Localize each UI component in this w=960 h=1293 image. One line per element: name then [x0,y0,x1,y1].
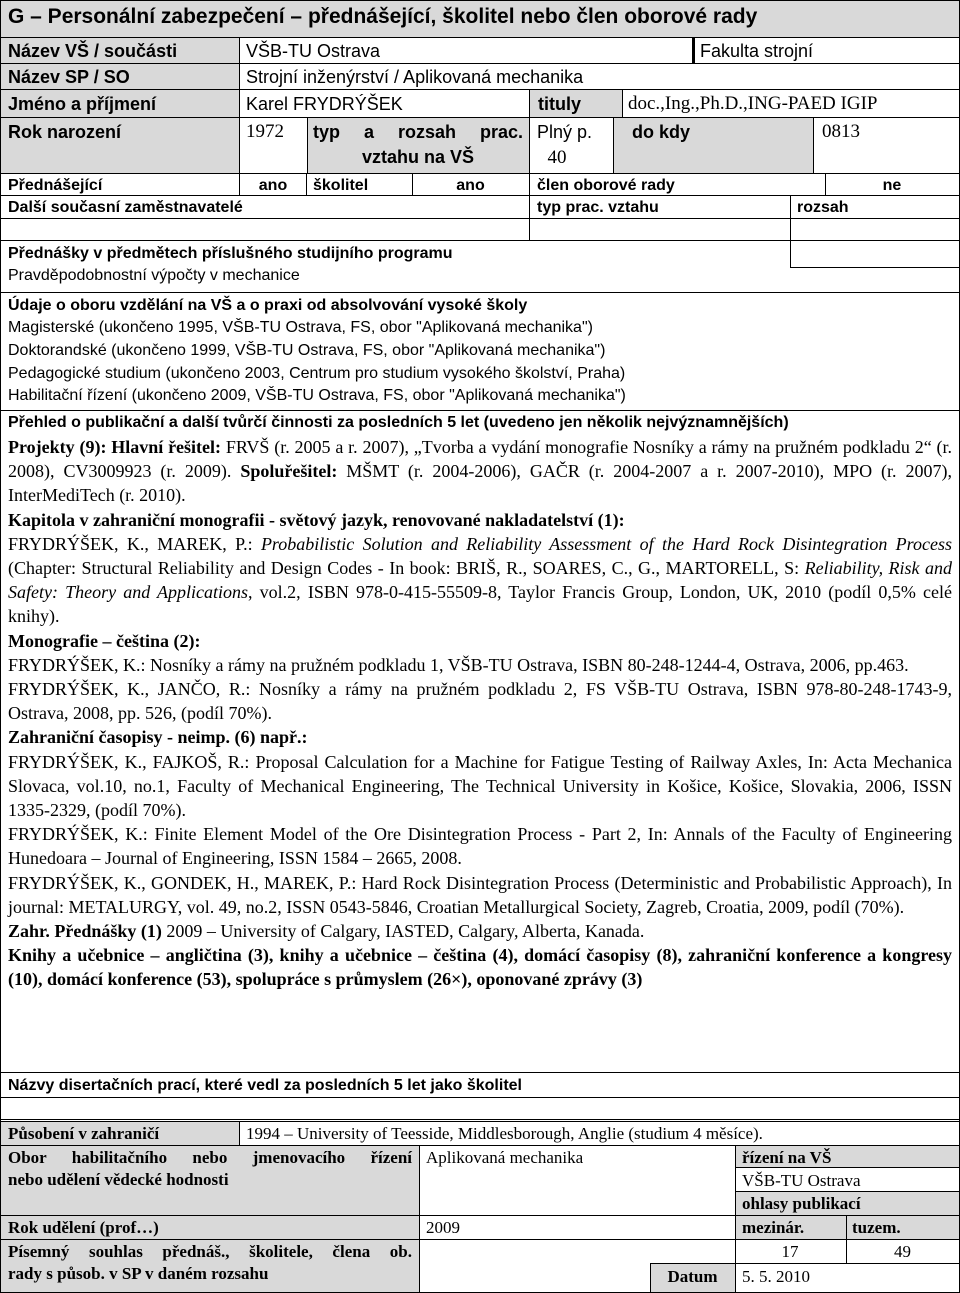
rule [650,1263,960,1264]
tuzem-label: tuzem. [852,1218,901,1237]
rule [0,37,960,38]
rule [529,173,530,195]
prednasejici-label: Přednášející [8,177,103,194]
rule [419,1145,420,1293]
born-value: 1972 [246,121,284,142]
rule [790,267,960,268]
journal-entry: FRYDRÝŠEK, K.: Finite Element Model of the Ore Disintegration Process - Part 2, In: Annals of the Faculty of Engineering Hunedoara – Journal of Engineering, ISSN 1584 – 2665, 2008. [8,824,952,869]
rule [239,37,240,173]
journals-heading: Zahraniční časopisy - neimp. (6) např.: [8,727,308,748]
rule [529,195,530,240]
rule [239,173,240,195]
habil-value: Aplikovaná mechanika [426,1148,584,1167]
name-value: Karel FRYDRÝŠEK [246,94,403,114]
rule [307,117,308,173]
faculty-value: Fakulta strojní [700,41,814,61]
education-item: Magisterské (ukončeno 1995, VŠB-TU Ostrava, FS, obor "Aplikovaná mechanika") [8,319,593,336]
chapter-authors: FRYDRÝŠEK, K., MAREK, P.: [8,533,261,554]
year-value: 2009 [426,1218,460,1237]
rule [529,89,530,117]
datum-value: 5. 5. 2010 [742,1267,810,1286]
vs-label: Název VŠ / součásti [8,41,178,61]
books-summary: Knihy a učebnice – angličtina (3), knihy a učebnice – čeština (4), domácí časopisy (8), zahraniční konference a kongresy (10), domácí konference (53), spolupráce s průmyslem (26×), oponované zprávy (3) [8,945,952,990]
projects-text: FRVŠ (r. 2005 a r. 2007), „Tvorba a vydání monografie Nosníky a rámy na pružném podkladu 2“ (r. 2008), CV3009923 (r. 2009). [8,437,953,482]
typ-prac-label: typ prac. vztahu [537,199,659,216]
lecture-item: Pravděpodobnostní výpočty v mechanice [8,267,300,284]
rule [0,1145,960,1146]
name-label: Jméno a příjmení [8,94,157,114]
education-heading: Údaje o oboru vzdělání na VŠ a o praxi od absolvování vysoké školy [8,297,528,314]
rule [0,292,960,293]
sp-label: Název SP / SO [8,67,130,87]
rule [0,1239,960,1240]
ohlasy-label: ohlasy publikací [742,1194,861,1213]
education-item: Doktorandské (ukončeno 1999, VŠB-TU Ostrava, FS, obor "Aplikovaná mechanika") [8,342,606,359]
rule [0,410,960,411]
rule [735,1167,960,1168]
foreign-lectures-label: Zahr. Přednášky (1) [8,921,162,942]
abroad-value: 1994 – University of Teesside, Middlesborough, Anglie (studium 4 měsíce). [246,1124,763,1143]
rule [613,117,614,173]
education-item: Pedagogické studium (ukončeno 2003, Centrum pro studium vysokého školství, Praha) [8,365,626,382]
rule [0,1119,960,1120]
book-title: Reliability, Risk and Safety: Theory and Applications [8,558,952,603]
page-title: G – Personální zabezpečení – přednášející, školitel nebo člen oborové rady [8,5,758,28]
skolitel-value: ano [456,177,485,194]
frame-top [0,0,960,1]
clen-label: člen oborové rady [537,177,675,194]
rule [0,240,960,241]
chapter-title: Probabilistic Solution and Reliability Assessment of the Hard Rock Disintegration Process [260,533,952,554]
lectures-heading: Přednášky v předmětech příslušného studijního programu [8,245,453,262]
rule [0,1097,960,1098]
foreign-lectures-text: 2009 – University of Calgary, IASTED, Calgary, Alberta, Kanada. [161,921,645,942]
co-investigator-text: MŠMT (r. 2004-2006), GAČR (r. 2004-2007 a r. 2007-2010), MPO (r. 2007), InterMediTech (r. 2010). [8,461,952,506]
rule [735,1191,960,1192]
chapter-source: (Chapter: Structural Reliability and Design Codes - In book: BRIŠ, R., SOARES, C., G., MARTORELL, S: [8,558,805,579]
rozsah-label: rozsah [797,199,849,216]
rule [306,173,307,195]
rule [239,1121,240,1145]
rizeni-value: VŠB-TU Ostrava [742,1171,861,1190]
publications-body [8,435,952,992]
mezinar-value: 17 [781,1242,799,1261]
rule [790,240,791,268]
rule [0,195,960,196]
consent-label-line1: Písemný souhlas přednáš., školitele, člena ob. [8,1242,412,1261]
rule [0,89,960,90]
rule [813,117,814,173]
tituly-value: doc.,Ing.,Ph.D.,ING-PAED IGIP [628,93,878,114]
sp-value: Strojní inženýrství / Aplikovaná mechanika [246,67,584,87]
projects-lead: Projekty (9): Hlavní řešitel: [8,437,222,457]
dokdy-value: 0813 [822,121,860,142]
monograph-entry: FRYDRÝŠEK, K., JANČO, R.: Nosníky a rámy na pružném podkladu 2, FS VŠB-TU Ostrava, ISBN 978-80-248-1743-9, Ostrava, 2008, pp. 526, (podíl 70%). [8,679,952,724]
rule [790,195,791,240]
chapter-details: , vol.2, ISBN 978-0-415-55509-8, Taylor Francis Group, London, UK, 2010 (podíl 0,5% celé knihy). [8,582,952,627]
typ-value-line1: Plný p. [537,122,593,142]
chapter-heading: Kapitola v zahraniční monografii - světový jazyk, renovované nakladatelství (1): [8,509,625,530]
rule [0,1121,960,1122]
vs-value: VŠB-TU Ostrava [246,41,381,61]
rule [412,173,413,195]
rule [0,173,960,174]
journal-entry: FRYDRÝŠEK, K., FAJKOŠ, R.: Proposal Calculation for a Machine for Fatigue Testing of Railway Axles, In: Acta Mechanica Slovaca, vol.10, no.1, Faculty of Mechanical Engineering, The Technical University in Košice, Košice, Slovakia, 2006, ISSN 1335-2329, (podíl 70%). [8,751,952,821]
dalsi-label: Další současní zaměstnavatelé [8,199,243,216]
chapter-entry [8,532,952,629]
typ-label-line1: typ a rozsah prac. [313,122,523,142]
skolitel-label: školitel [313,177,369,194]
tituly-label: tituly [538,94,581,114]
projects-paragraph [8,435,952,508]
clen-value: ne [882,177,902,194]
rule [0,1072,960,1073]
rule [735,1145,736,1293]
rule [0,117,960,118]
rule [622,89,623,117]
datum-label: Datum [667,1267,718,1286]
monograph-entry: FRYDRÝŠEK, K.: Nosníky a rámy na pružném podkladu 1, VŠB-TU Ostrava, ISBN 80-248-1244-4, Ostrava, 2006, pp.463. [8,654,909,675]
prednasejici-value: ano [258,177,288,194]
dokdy-label: do kdy [632,122,691,142]
dissertations-heading: Názvy disertačních prací, které vedl za posledních 5 let jako školitel [8,1077,522,1094]
typ-label-line2: vztahu na VŠ [361,147,475,167]
publications-heading: Přehled o publikační a další tvůrčí činnosti za posledních 5 let (uvedeno jen několik nejvýznamnějších) [8,414,789,431]
journal-entry: FRYDRÝŠEK, K., GONDEK, H., MAREK, P.: Hard Rock Disintegration Process (Deterministic and Probabilistic Approach), In journal: METALURGY, vol. 49, no.2, ISSN 0543-5846, Croatian Metallurgical Society, Zagreb, Croatia, 2009, podíl (70%). [8,872,952,917]
rule [650,1263,651,1293]
rule [692,37,695,63]
rule [0,1215,960,1216]
frame-left [0,0,1,1293]
mezinar-label: mezinár. [742,1218,805,1237]
born-label: Rok narození [8,122,122,142]
habil-label-line1: Obor habilitačního nebo jmenovacího řízení [8,1148,412,1167]
rule [529,117,530,173]
abroad-label: Působení v zahraničí [8,1124,160,1143]
co-investigator-label: Spoluřešitel: [240,461,338,482]
typ-value-line2: 40 [547,147,567,168]
foreign-lectures [8,919,952,943]
tuzem-value: 49 [894,1242,911,1261]
rule [0,63,960,64]
monograph-heading: Monografie – čeština (2): [8,630,201,651]
rule [825,173,826,195]
habil-label-line2: nebo udělení vědecké hodnosti [8,1170,229,1189]
education-item: Habilitační řízení (ukončeno 2009, VŠB-TU Ostrava, FS, obor "Aplikovaná mechanika") [8,387,626,404]
year-label: Rok udělení (prof…) [8,1218,159,1237]
rule [846,1215,847,1263]
rizeni-label: řízení na VŠ [742,1148,832,1167]
rule [0,218,960,219]
consent-label-line2: rady s působ. v SP v daném rozsahu [8,1264,269,1283]
